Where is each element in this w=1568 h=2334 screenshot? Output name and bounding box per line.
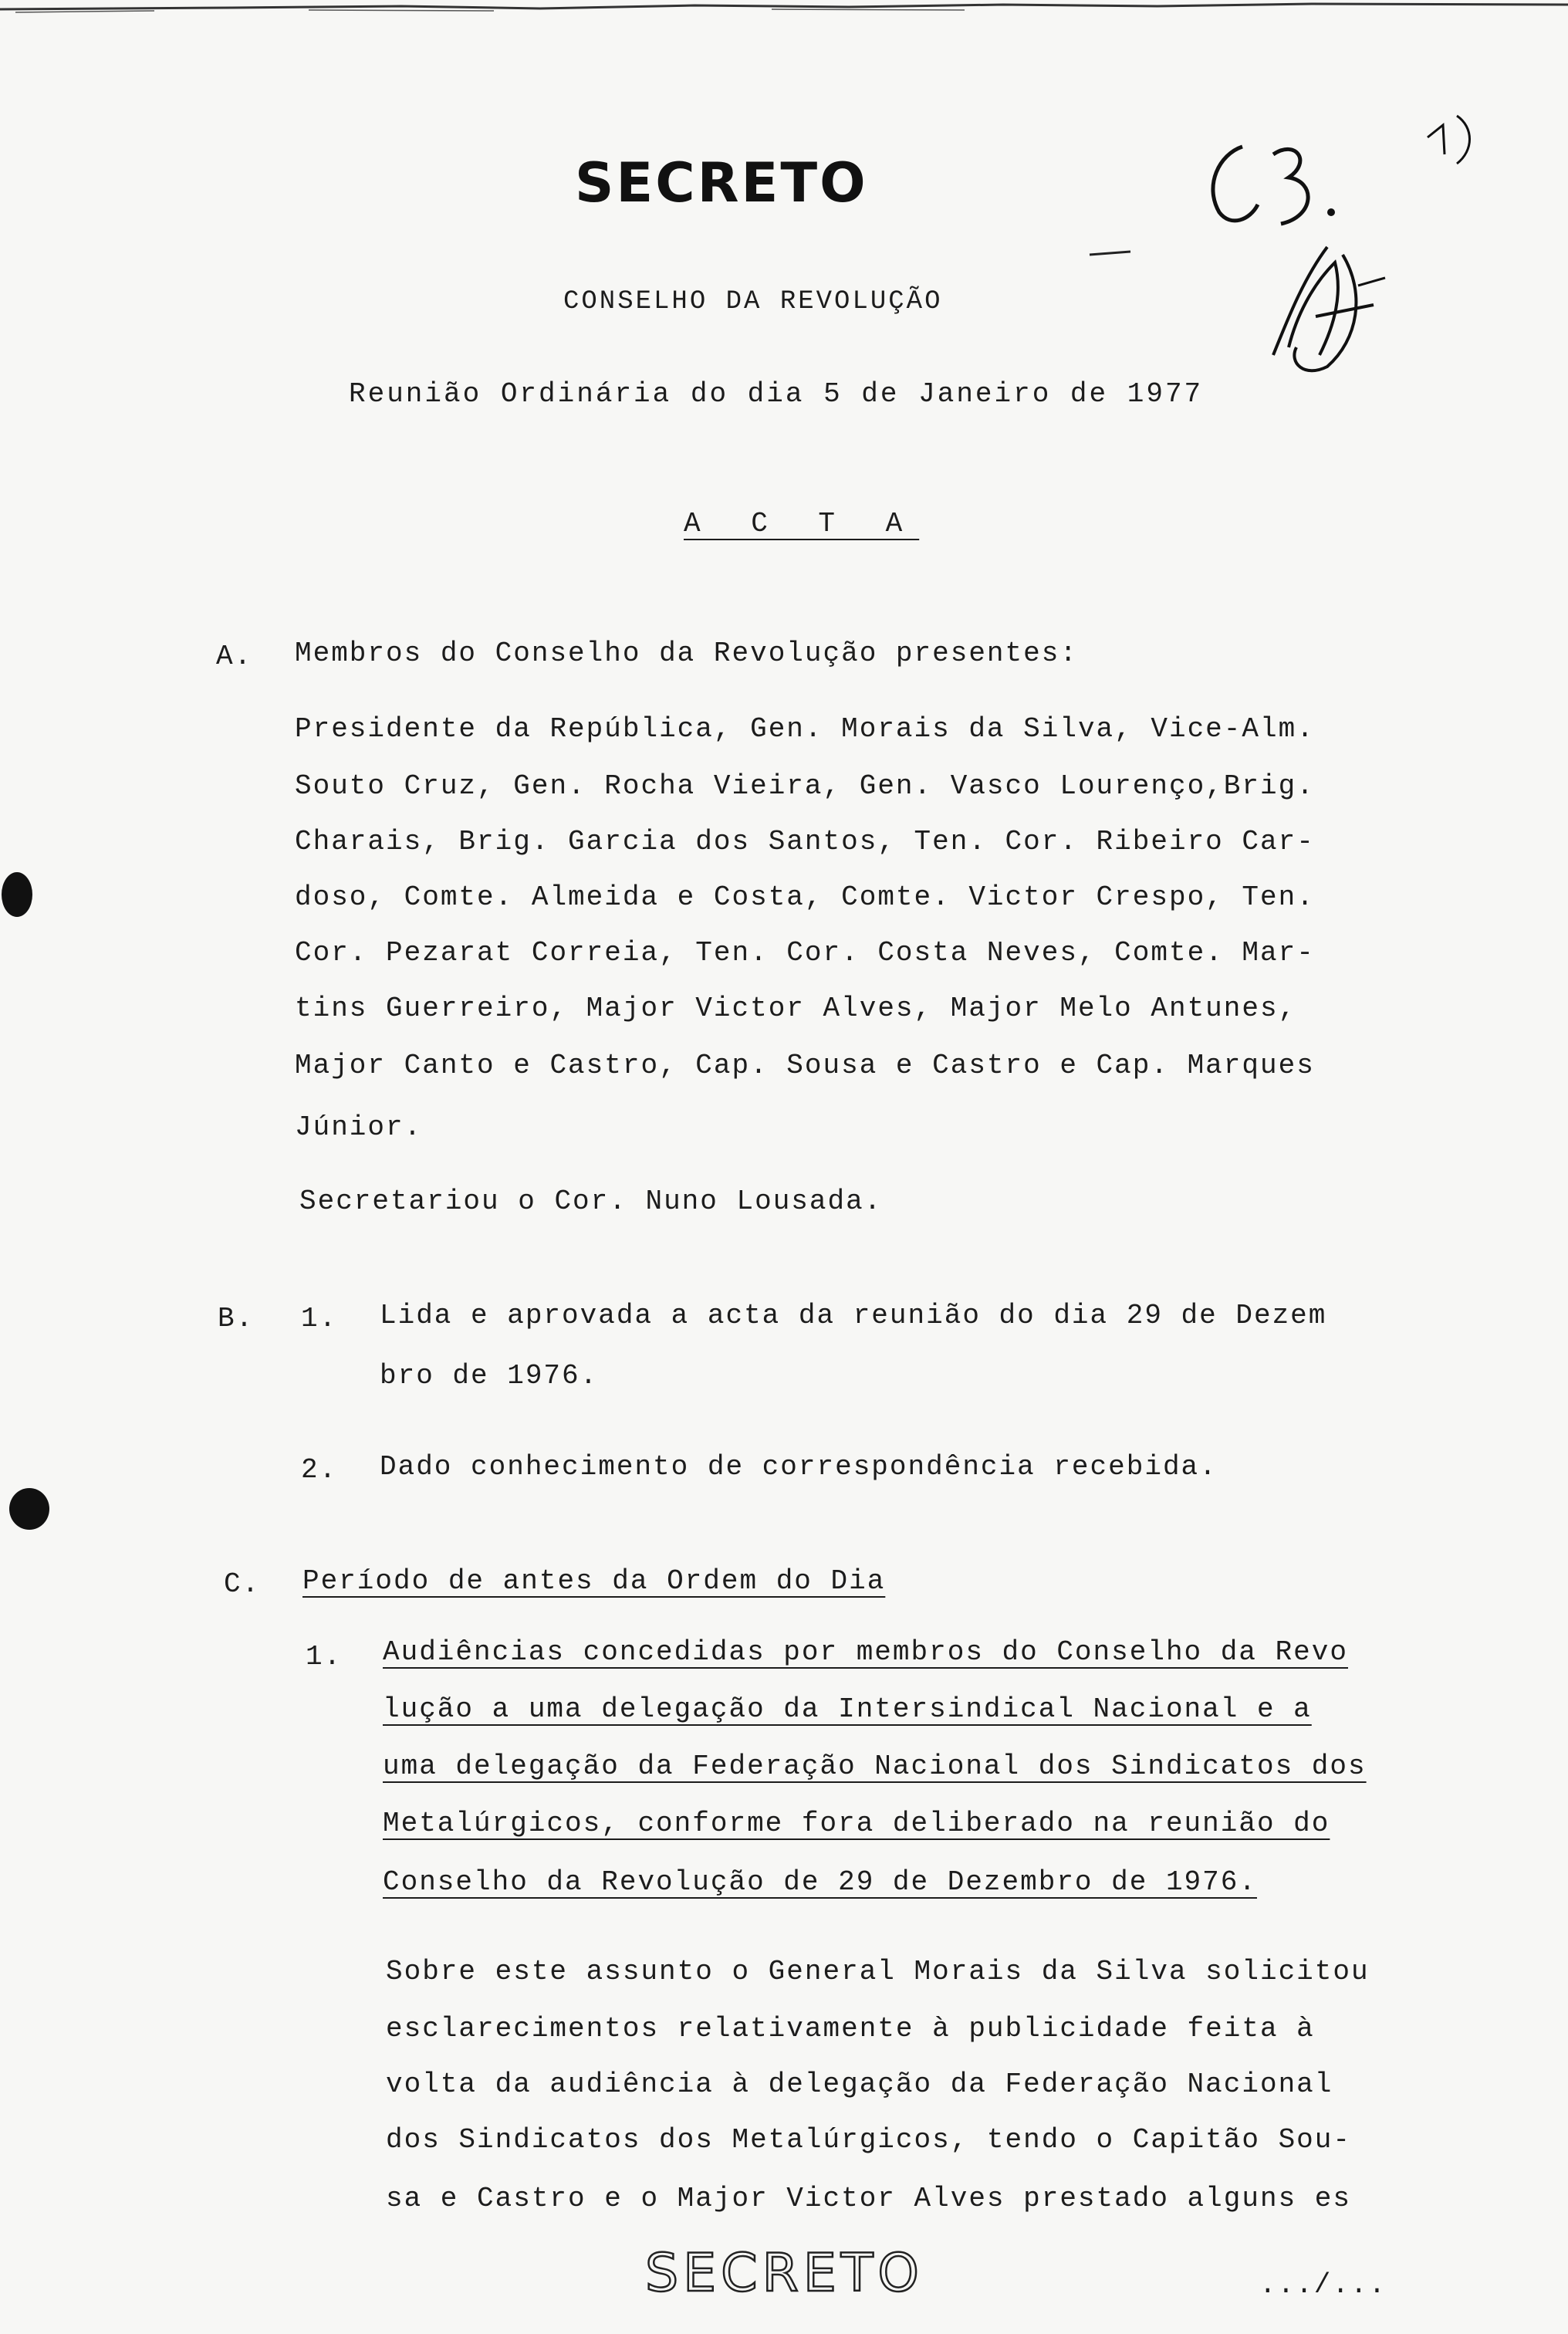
handwritten-initials [1242, 232, 1397, 386]
item-title-line: uma delegação da Federação Nacional dos Sindicatos dos [383, 1750, 1367, 1782]
section-b-item1-line: bro de 1976. [380, 1360, 599, 1392]
scan-top-edge [0, 0, 1568, 14]
secretary-line: Secretariou o Cor. Nuno Lousada. [299, 1186, 883, 1217]
members-line: tins Guerreiro, Major Victor Alves, Major Melo Antunes, [295, 993, 1297, 1024]
section-a-marker: A. [216, 641, 253, 672]
item-title-line: lução a uma delegação da Intersindical Nacional e a [383, 1693, 1312, 1725]
body-line: esclarecimentos relativamente à publicidade feita à [386, 2013, 1315, 2045]
members-line: Major Canto e Castro, Cap. Sousa e Castro e Cap. Marques [295, 1050, 1315, 1081]
punch-hole-lower [9, 1488, 49, 1530]
section-b-marker: B. [218, 1303, 255, 1334]
members-line: Charais, Brig. Garcia dos Santos, Ten. Cor. Ribeiro Car- [295, 826, 1315, 857]
corner-mark [1420, 108, 1482, 170]
members-line: Júnior. [295, 1111, 423, 1143]
continuation-marker: .../... [1259, 2269, 1387, 2301]
section-b-item1-number: 1. [301, 1303, 338, 1334]
section-a-heading: Membros do Conselho da Revolução presentes: [295, 638, 1078, 669]
members-line: doso, Comte. Almeida e Costa, Comte. Victor Crespo, Ten. [295, 881, 1315, 913]
section-b-item2-text: Dado conhecimento de correspondência recebida. [380, 1451, 1218, 1483]
body-line: dos Sindicatos dos Metalúrgicos, tendo o Capitão Sou- [386, 2124, 1351, 2156]
handwritten-page-number [1188, 123, 1358, 247]
body-line: sa e Castro e o Major Victor Alves prestado alguns es [386, 2183, 1351, 2214]
section-b-item1-line: Lida e aprovada a acta da reunião do dia 29 de Dezem [380, 1300, 1327, 1331]
classification-top: SECRETO [575, 151, 868, 215]
document-type: A C T A [684, 508, 920, 540]
item-title-line: Audiências concedidas por membros do Conselho da Revo [383, 1636, 1348, 1668]
section-c-heading: Período de antes da Ordem do Dia [302, 1565, 886, 1597]
council-name: CONSELHO DA REVOLUÇÃO [563, 287, 943, 316]
members-line: Cor. Pezarat Correia, Ten. Cor. Costa Neves, Comte. Mar- [295, 937, 1315, 969]
section-b-item2-number: 2. [301, 1454, 338, 1486]
members-line: Presidente da República, Gen. Morais da Silva, Vice-Alm. [295, 713, 1315, 745]
meeting-line: Reunião Ordinária do dia 5 de Janeiro de 1977 [349, 378, 1204, 410]
section-c-marker: C. [224, 1568, 261, 1600]
punch-hole-upper [2, 872, 32, 917]
item-title-line: Conselho da Revolução de 29 de Dezembro de 1976. [383, 1866, 1257, 1898]
section-c-item1-number: 1. [306, 1641, 343, 1673]
body-line: volta da audiência à delegação da Federação Nacional [386, 2068, 1333, 2100]
body-line: Sobre este assunto o General Morais da Silva solicitou [386, 1956, 1370, 1987]
handwritten-tick [1088, 245, 1134, 261]
members-line: Souto Cruz, Gen. Rocha Vieira, Gen. Vasco Lourenço,Brig. [295, 770, 1315, 802]
item-title-line: Metalúrgicos, conforme fora deliberado na reunião do [383, 1808, 1330, 1839]
classification-bottom: SECRETO [645, 2243, 924, 2304]
